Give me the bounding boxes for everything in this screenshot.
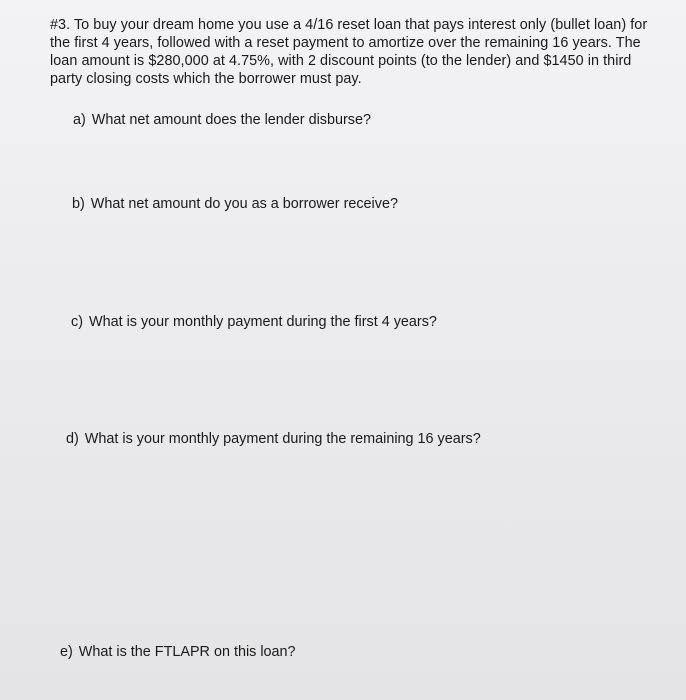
question-text: What net amount does the lender disburse? (91, 112, 371, 128)
question-text: What is your monthly payment during the remaining 16 years? (84, 431, 481, 447)
question-letter: c) (71, 314, 83, 330)
problem-line: party closing costs which the borrower must pay. (50, 71, 362, 87)
question-text: What is your monthly payment during the first 4 years? (89, 314, 437, 330)
problem-statement (50, 16, 670, 88)
problem-line: the first 4 years, followed with a reset payment to amortize over the remaining 16 years. The (50, 35, 641, 51)
question-letter: b) (72, 196, 85, 212)
question-letter: a) (73, 112, 86, 128)
problem-line: loan amount is $280,000 at 4.75%, with 2 discount points (to the lender) and $1450 in third (50, 53, 632, 69)
question-c (71, 313, 437, 331)
question-b (72, 195, 398, 213)
question-text: What net amount do you as a borrower receive? (90, 196, 398, 212)
question-d (66, 430, 481, 448)
question-letter: e) (60, 644, 73, 660)
question-letter: d) (66, 431, 79, 447)
question-e (60, 643, 296, 661)
question-text: What is the FTLAPR on this loan? (78, 644, 296, 660)
problem-line: #3. To buy your dream home you use a 4/16 reset loan that pays interest only (bullet loan) for (50, 17, 648, 33)
question-a (73, 111, 371, 129)
